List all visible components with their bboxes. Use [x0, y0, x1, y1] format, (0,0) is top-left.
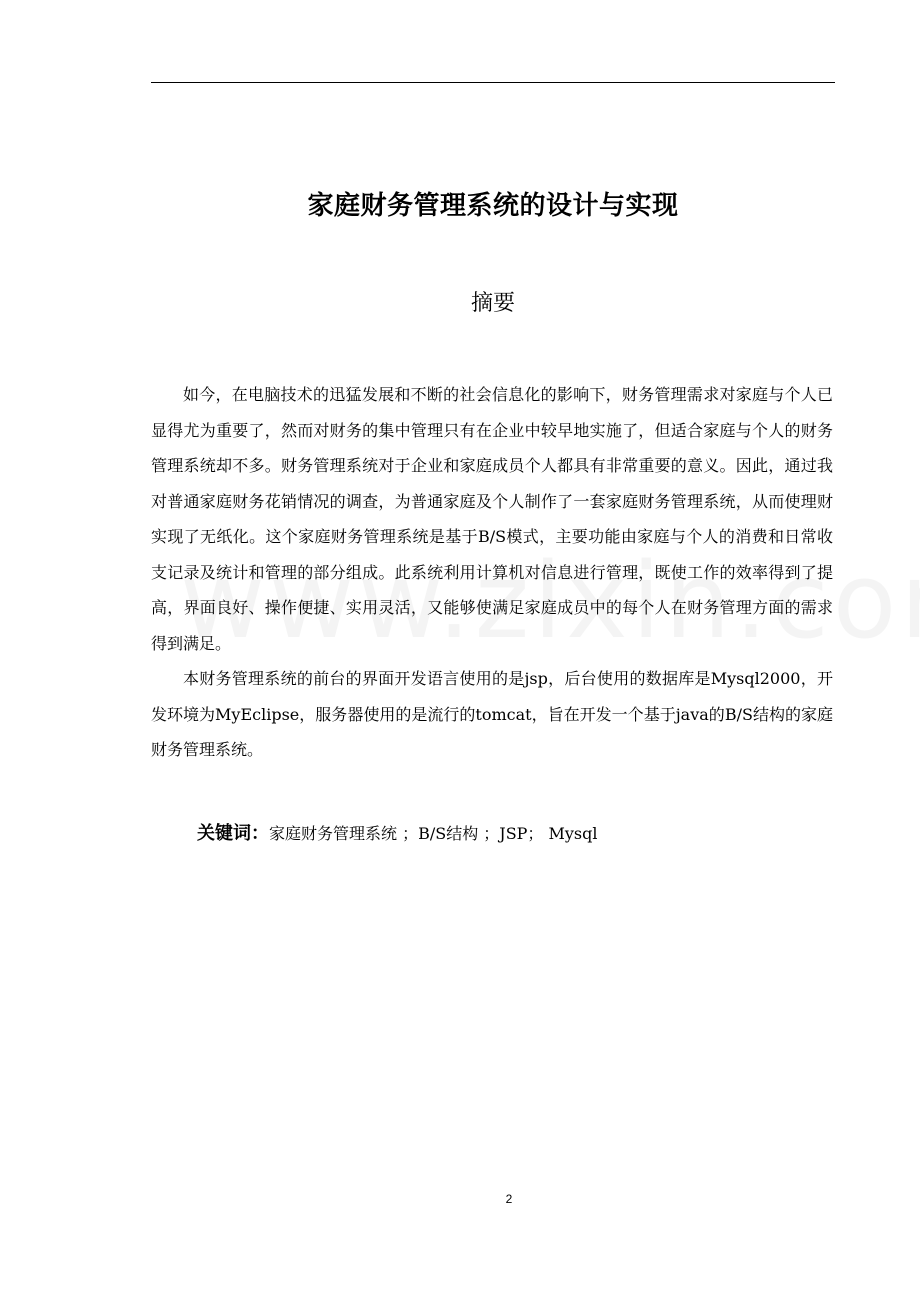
keywords-line — [197, 817, 837, 851]
keywords-text: 家庭财务管理系统 ；B/S结构 ；JSP； Mysql — [269, 824, 598, 843]
abstract-paragraph: 本财务管理系统的前台的界面开发语言使用的是jsp，后台使用的数据库是Mysql2000，开发环境为MyEclipse，服务器使用的是流行的tomcat，旨在开发一个基于java的B/S结构的家庭财务管理系统。 — [151, 669, 833, 759]
keywords-label: 关键词： — [197, 823, 269, 844]
abstract-body — [151, 377, 833, 768]
header-rule — [151, 82, 835, 83]
page-number: 2 — [505, 1192, 513, 1206]
abstract-heading: 摘要 — [470, 291, 515, 316]
document-title: 家庭财务管理系统的设计与实现 — [307, 191, 679, 221]
abstract-paragraph: 如今，在电脑技术的迅猛发展和不断的社会信息化的影响下，财务管理需求对家庭与个人已显得尤为重要了，然而对财务的集中管理只有在企业中较早地实施了，但适合家庭与个人的财务管理系统却不多。财务管理系统对于企业和家庭成员个人都具有非常重要的意义。因此，通过我对普通家庭财务花销情况的调查，为普通家庭及个人制作了一套家庭财务管理系统，从而使理财实现了无纸化。这个家庭财务管理系统是基于B/S模式，主要功能由家庭与个人的消费和日常收支记录及统计和管理的部分组成。此系统利用计算机对信息进行管理，既使工作的效率得到了提高，界面良好、操作便捷、实用灵活，又能够使满足家庭成员中的每个人在财务管理方面的需求得到满足。 — [151, 385, 833, 653]
